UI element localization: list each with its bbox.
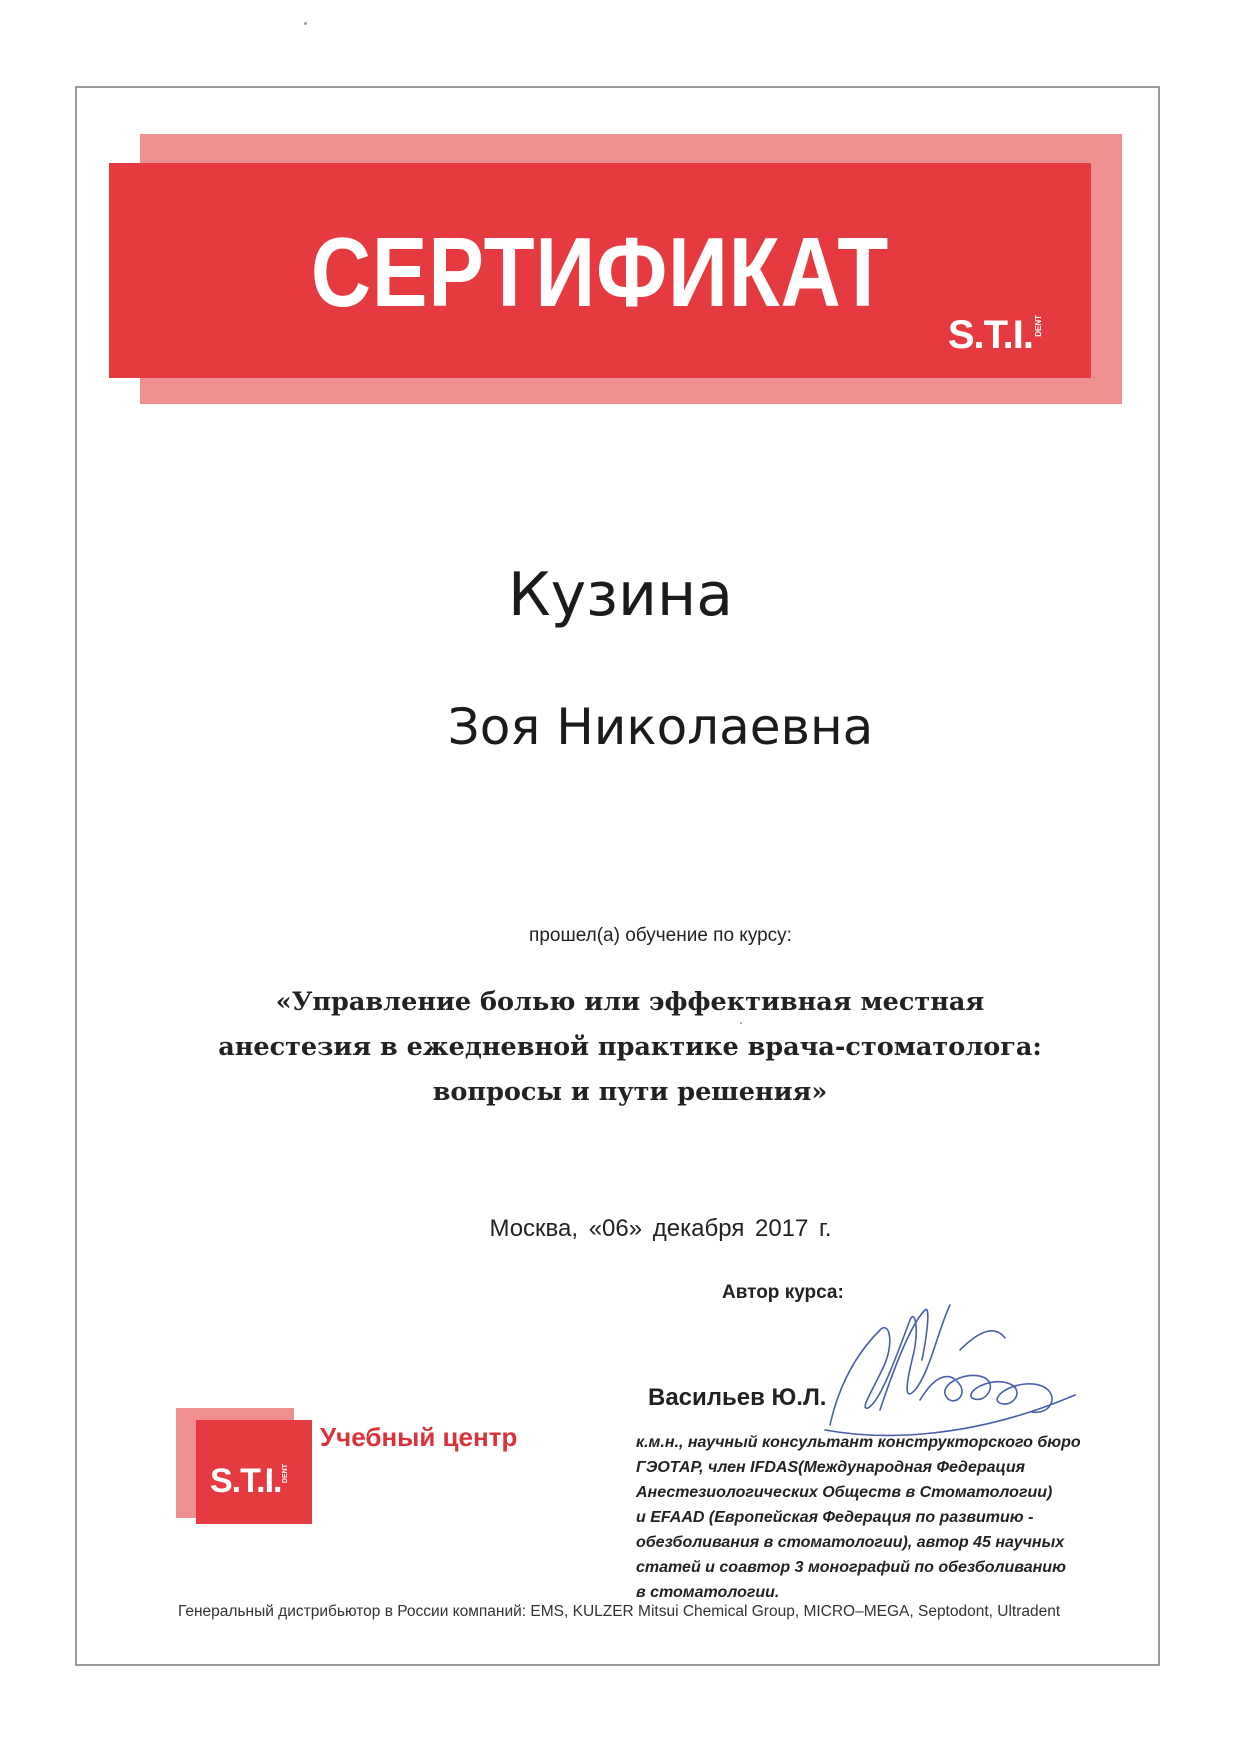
recipient-surname: Кузина bbox=[508, 560, 733, 630]
course-title-line: вопросы и пути решения» bbox=[432, 1077, 828, 1107]
author-bio-line: и EFAAD (Европейская Федерация по развитию - bbox=[636, 1509, 1034, 1526]
certificate-title: СЕРТИФИКАТ bbox=[310, 217, 890, 327]
author-label: Автор курса: bbox=[722, 1282, 844, 1303]
scan-speck bbox=[304, 22, 307, 25]
place-and-date: Москва, «06» декабря 2017 г. bbox=[489, 1215, 832, 1242]
author-bio-line: Анестезиологических Обществ в Стоматологии) bbox=[636, 1484, 1053, 1501]
training-center-logo-sub: DENT bbox=[282, 1464, 290, 1484]
author-bio-line: статей и соавтор 3 монографий по обезболиванию bbox=[636, 1559, 1066, 1576]
certificate-banner bbox=[109, 163, 1091, 378]
author-bio-line: обезболивания в стоматологии), автор 45 научных bbox=[636, 1534, 1065, 1551]
scan-speck bbox=[740, 1022, 742, 1024]
brand-logo-sub: DENT bbox=[1034, 315, 1043, 337]
completed-text: прошел(а) обучение по курсу: bbox=[529, 925, 792, 946]
training-center-name: Учебный центр bbox=[320, 1422, 518, 1452]
author-bio-line: ГЭОТАР, член IFDAS(Международная Федерация bbox=[636, 1459, 1026, 1476]
course-title bbox=[120, 980, 1140, 1115]
author-name: Васильев Ю.Л. bbox=[648, 1384, 827, 1411]
author-bio-line: в стоматологии. bbox=[636, 1584, 780, 1601]
author-bio bbox=[636, 1430, 1116, 1605]
recipient-given-names: Зоя Николаевна bbox=[447, 698, 874, 756]
course-title-line: анестезия в ежедневной практике врача-стоматолога: bbox=[218, 1032, 1042, 1062]
brand-logo bbox=[948, 315, 1043, 355]
author-bio-line: к.м.н., научный консультант конструкторского бюро bbox=[636, 1434, 1081, 1451]
footer-distributor: Генеральный дистрибьютор в России компаний: EMS, KULZER Mitsui Chemical Group, MICRO–MEGA, Septodont, Ultradent bbox=[178, 1603, 1061, 1620]
signature-icon bbox=[820, 1290, 1080, 1440]
course-title-line: «Управление болью или эффективная местная bbox=[275, 987, 985, 1017]
brand-logo-text: S.T.I. bbox=[947, 313, 1033, 357]
training-center-logo bbox=[196, 1420, 312, 1524]
training-center-logo-text: S.T.I. bbox=[210, 1462, 282, 1500]
